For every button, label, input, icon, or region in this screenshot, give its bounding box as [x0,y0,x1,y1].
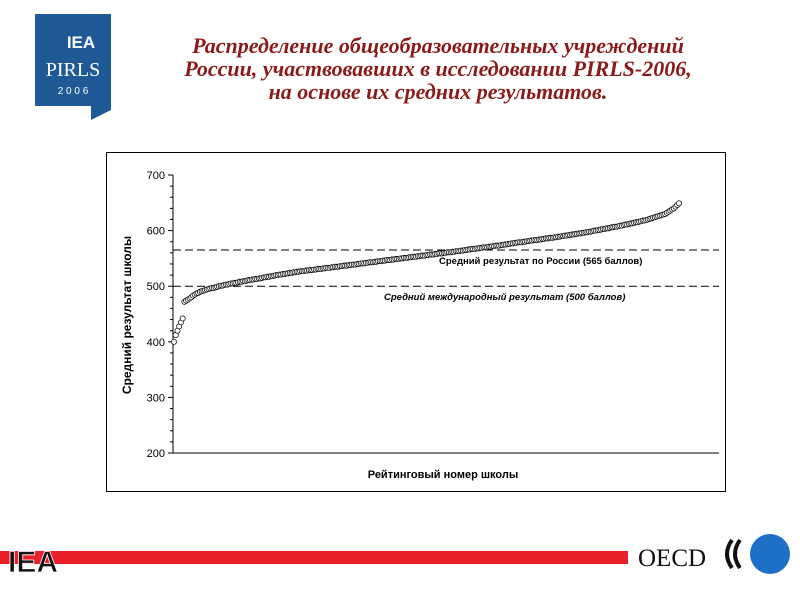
footer-oecd-logo: OECD [638,545,707,572]
title-line-1: Распределение общеобразовательных учреждений [192,33,684,58]
data-point [171,339,176,344]
pirls-logo-year: 2 0 0 6 [57,86,89,97]
y-tick-label: 600 [146,225,165,238]
chart-frame [106,152,726,492]
y-tick-label: 300 [146,392,165,405]
footer-bar [0,528,800,588]
y-tick-label: 500 [146,281,165,294]
y-axis-label: Средний результат школы [120,235,134,395]
title-line-2: России, участвовавших в исследовании PIRLS-2006, [184,56,692,81]
oecd-circle-icon [750,534,790,574]
pirls-logo-study: PIRLS [45,59,101,81]
pirls-2006-logo [33,12,113,122]
y-tick-label: 400 [146,336,165,349]
data-point [180,316,185,321]
school-scores-chart [107,153,725,491]
data-point [676,201,681,206]
oecd-brackets-icon [727,540,740,568]
footer-iea-logo: IEA [8,546,59,579]
reference-line-label: Средний результат по России (565 баллов) [439,256,643,268]
reference-line-label: Средний международный результат (500 баллов) [384,292,626,304]
page-title [118,34,758,103]
y-axis [147,170,173,460]
y-tick-label: 200 [146,448,165,460]
x-axis-label: Рейтинговый номер школы [367,469,519,481]
y-tick-label: 700 [146,170,165,182]
footer-red-stripe [0,551,628,564]
data-points [171,201,681,345]
pirls-logo-org: IEA [66,33,96,52]
title-line-3: на основе их средних результатов. [268,79,608,104]
